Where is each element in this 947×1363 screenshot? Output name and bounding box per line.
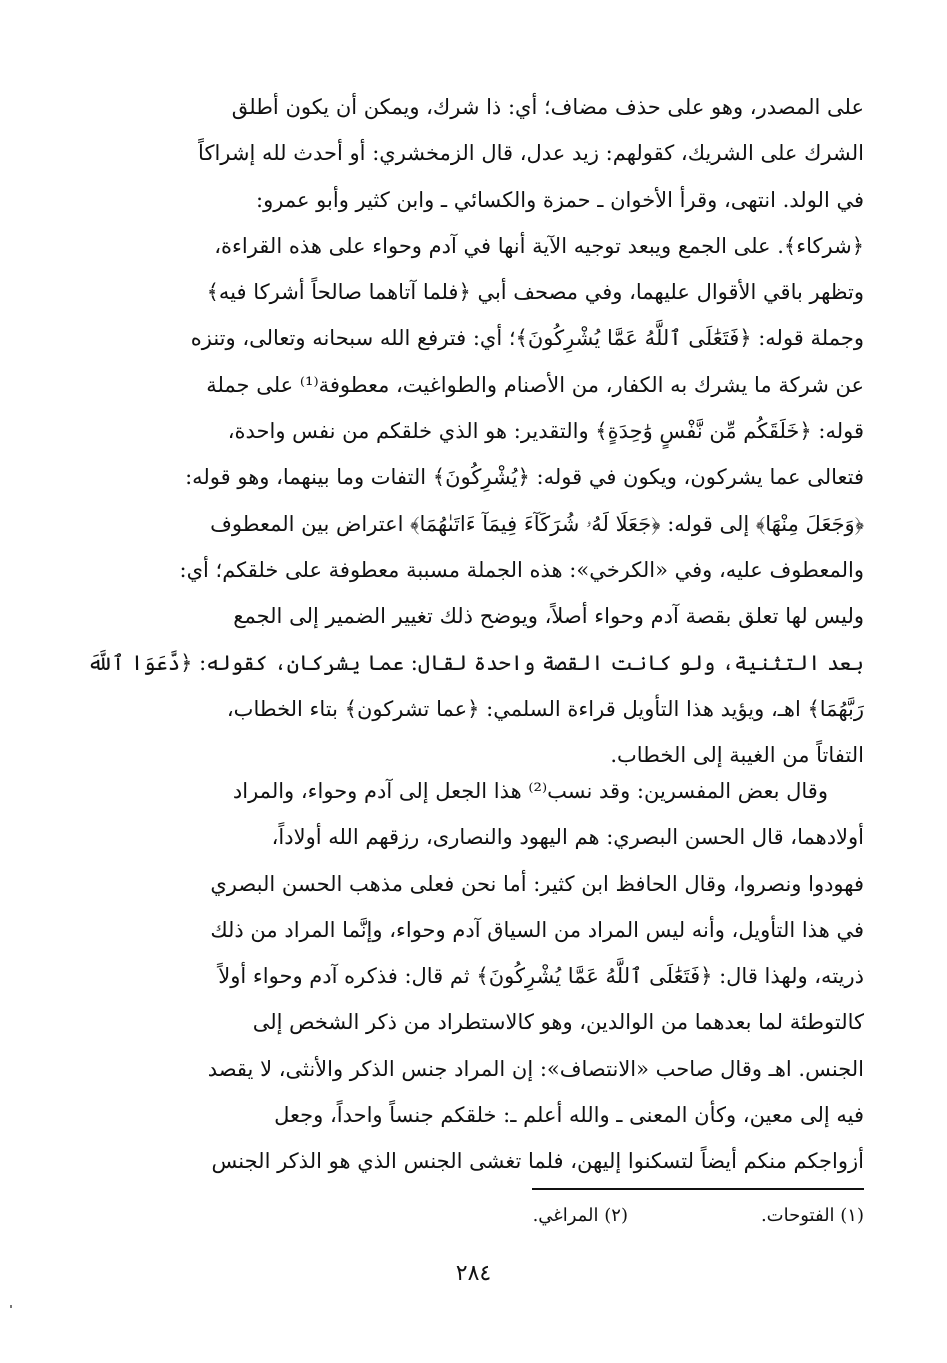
text-line: على المصدر، وهو على حذف مضاف؛ أي: ذا شرك، ويمكن أن يكون أطلق bbox=[231, 95, 864, 119]
text-line: التفاتاً من الغيبة إلى الخطاب. bbox=[610, 743, 864, 768]
page-number: ٢٨٤ bbox=[455, 1261, 492, 1286]
text-line: وليس لها تعلق بقصة آدم وحواء أصلاً، ويوضح ذلك تغيير الضمير إلى الجمع bbox=[233, 604, 864, 629]
text-line: قوله: ﴿خَلَقَكُم مِّن نَّفْسٍ وَٰحِدَةٍ﴾ والتقدير: هو الذي خلقكم من نفس واحدة، bbox=[227, 419, 864, 444]
text-line: فهودوا ونصروا، وقال الحافظ ابن كثير: أما نحن فعلى مذهب الحسن البصري bbox=[210, 871, 864, 896]
text-line: الجنس. اهـ وقال صاحب «الانتصاف»: إن المراد جنس الذكر والأنثى، لا يقصد bbox=[207, 1056, 864, 1081]
paragraph-1 bbox=[82, 84, 864, 778]
text-line: عن شركة ما يشرك به الكفار، من الأصنام والطواغيت، معطوفة⁽¹⁾ على جملة bbox=[206, 372, 864, 397]
footnote-1: (١) الفتوحات. bbox=[760, 1205, 864, 1226]
text-line: ﴿شركاء﴾. على الجمع ويبعد توجيه الآية أنها في آدم وحواء على هذه القراءة، bbox=[214, 233, 864, 258]
text-line: في الولد. انتهى، وقرأ الأخوان ـ حمزة والكسائي ـ وابن كثير وأبو عمرو: bbox=[256, 187, 864, 212]
text-line: أزواجكم منكم أيضاً لتسكنوا إليهن، فلما تغشى الجنس الذي هو الذكر الجنس bbox=[211, 1149, 864, 1174]
paragraph-2 bbox=[82, 768, 864, 1185]
text-line: كالتوطئة لما بعدهما من الوالدين، وهو كالاستطراد من ذكر الشخص إلى bbox=[252, 1010, 864, 1035]
text-line: وقال بعض المفسرين: وقد نسب⁽²⁾ هذا الجعل إلى آدم وحواء، والمراد bbox=[232, 779, 828, 803]
scan-speck bbox=[10, 1305, 12, 1308]
text-line: بعد التثنية، ولو كانت القصة واحدة لقال: عما يشركان، كقوله: ﴿دَّعَوَا ٱللَّهَ bbox=[87, 650, 864, 675]
text-line: في هذا التأويل، وأنه ليس المراد من السياق آدم وحواء، وإنَّما المراد من ذلك bbox=[210, 917, 864, 942]
text-line: وتظهر باقي الأقوال عليهما، وفي مصحف أبي ﴿فلما آتاهما صالحاً أشركا فيه﴾ bbox=[206, 280, 864, 305]
footnote-separator bbox=[532, 1188, 864, 1190]
footnote-2: (٢) المراغي. bbox=[532, 1205, 628, 1226]
footnotes bbox=[300, 1196, 864, 1236]
text-line: وجملة قوله: ﴿فَتَعَٰلَى ٱللَّهُ عَمَّا يُشْرِكُونَ﴾؛ أي: فترفع الله سبحانه وتعالى، وتنزه bbox=[190, 326, 864, 351]
text-line: رَبَّهُمَا﴾ اهـ، ويؤيد هذا التأويل قراءة السلمي: ﴿عما تشركون﴾ بتاء الخطاب، bbox=[226, 696, 864, 721]
text-line: أولادهما، قال الحسن البصري: هم اليهود والنصارى، رزقهم الله أولاداً، bbox=[271, 825, 864, 850]
text-line: فيه إلى معين، وكأن المعنى ـ والله أعلم ـ: خلقكم جنساً واحداً، وجعل bbox=[274, 1103, 864, 1128]
text-line: ﴿وَجَعَلَ مِنْهَا﴾ إلى قوله: ﴿جَعَلَا لَهُۥ شُرَكَآءَ فِيمَآ ءَاتَىٰهُمَا﴾ اعتراض بين المعطوف bbox=[210, 511, 864, 536]
text-line: الشرك على الشريك، كقولهم: زيد عدل، قال الزمخشري: أو أحدث لله إشراكاً bbox=[198, 141, 864, 166]
text-line: ذريته، ولهذا قال: ﴿فَتَعَٰلَى ٱللَّهُ عَمَّا يُشْرِكُونَ﴾ ثم قال: فذكره آدم وحواء أولاً bbox=[218, 964, 864, 989]
text-line: فتعالى عما يشركون، ويكون في قوله: ﴿يُشْرِكُونَ﴾ التفات وما بينهما، وهو قوله: bbox=[185, 465, 864, 490]
text-line: والمعطوف عليه، وفي «الكرخي»: هذه الجملة مسببة معطوفة على خلقكم؛ أي: bbox=[179, 557, 864, 582]
